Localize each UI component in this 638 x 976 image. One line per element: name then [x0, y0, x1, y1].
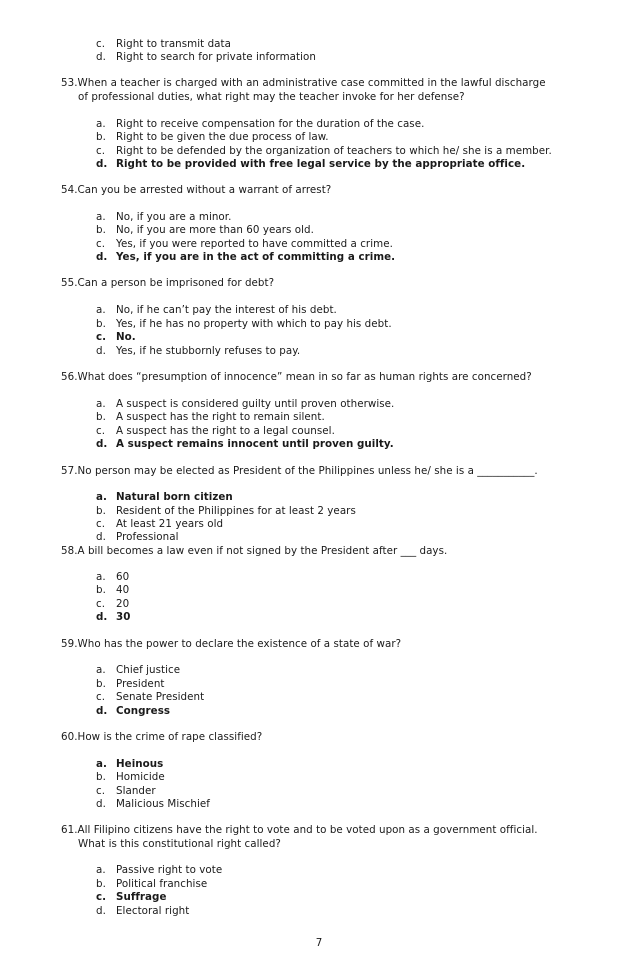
option-text: Suffrage — [116, 891, 167, 903]
answer-option — [96, 411, 325, 424]
option-text: Heinous — [116, 758, 164, 770]
question-stem — [61, 638, 401, 651]
option-letter: b. — [96, 678, 106, 690]
answer-option — [96, 211, 231, 224]
answer-option — [96, 664, 180, 677]
option-text: No. — [116, 331, 136, 343]
option-letter: d. — [96, 251, 108, 263]
option-text: A suspect is considered guilty until proven otherwise. — [116, 398, 395, 410]
correct-answer-option — [96, 438, 394, 451]
answer-option — [96, 878, 207, 891]
option-letter: d. — [96, 905, 106, 917]
question-stem — [61, 545, 447, 558]
option-letter: c. — [96, 145, 106, 157]
option-text: Yes, if you are in the act of committing a crime. — [116, 251, 396, 263]
question-number: 60. — [61, 731, 78, 743]
option-letter: d. — [96, 611, 108, 623]
answer-option — [96, 864, 222, 877]
option-letter: c. — [96, 331, 107, 343]
answer-option — [96, 771, 165, 784]
answer-option — [96, 505, 356, 518]
option-text: President — [116, 678, 165, 690]
answer-option — [96, 584, 129, 597]
page-number: 7 — [315, 937, 323, 949]
option-letter: c. — [96, 425, 106, 437]
option-text: 60 — [116, 571, 130, 583]
option-letter: b. — [96, 771, 106, 783]
answer-option — [96, 798, 210, 811]
option-text: Yes, if he stubbornly refuses to pay. — [116, 345, 301, 357]
option-text: Right to transmit data — [116, 38, 231, 50]
correct-answer-option — [96, 758, 163, 771]
option-letter: c. — [96, 785, 106, 797]
correct-answer-option — [96, 331, 136, 344]
option-letter: d. — [96, 51, 106, 63]
question-text: What does “presumption of innocence” mean in so far as human rights are concerned? — [77, 371, 532, 383]
option-text: No, if you are a minor. — [116, 211, 232, 223]
option-text: Slander — [116, 785, 156, 797]
option-letter: d. — [96, 705, 108, 717]
correct-answer-option — [96, 158, 525, 171]
answer-option — [96, 518, 223, 531]
option-letter: c. — [96, 691, 106, 703]
option-text: Yes, if he has no property with which to pay his debt. — [116, 318, 392, 330]
question-text: Can a person be imprisoned for debt? — [77, 277, 275, 289]
option-text: No, if you are more than 60 years old. — [116, 224, 314, 236]
option-letter: c. — [96, 598, 106, 610]
question-number: 55. — [61, 277, 78, 289]
option-text: 40 — [116, 584, 130, 596]
option-letter: b. — [96, 505, 106, 517]
option-letter: c. — [96, 238, 106, 250]
option-letter: d. — [96, 345, 106, 357]
question-text: A bill becomes a law even if not signed by the President after ___ days. — [77, 545, 448, 557]
correct-answer-option — [96, 891, 167, 904]
option-letter: d. — [96, 158, 108, 170]
option-text: Yes, if you were reported to have committed a crime. — [116, 238, 393, 250]
answer-option — [96, 345, 300, 358]
question-number: 56. — [61, 371, 78, 383]
option-text: Malicious Mischief — [116, 798, 210, 810]
option-letter: c. — [96, 38, 106, 50]
option-text: Homicide — [116, 771, 165, 783]
answer-option — [96, 131, 329, 144]
question-stem — [61, 77, 546, 90]
question-text: When a teacher is charged with an administrative case committed in the lawful discharge — [77, 77, 546, 89]
question-stem — [61, 371, 532, 384]
answer-option — [96, 318, 392, 331]
answer-option — [96, 691, 204, 704]
option-letter: d. — [96, 438, 108, 450]
option-text: Right to search for private information — [116, 51, 316, 63]
option-text: Resident of the Philippines for at least 2 years — [116, 505, 356, 517]
answer-option — [96, 425, 335, 438]
answer-option — [96, 531, 178, 544]
option-text: A suspect remains innocent until proven guilty. — [116, 438, 394, 450]
correct-answer-option — [96, 705, 170, 718]
option-letter: d. — [96, 531, 106, 543]
option-letter: a. — [96, 118, 106, 130]
question-text: Who has the power to declare the existence of a state of war? — [77, 638, 402, 650]
answer-option — [96, 785, 156, 798]
option-letter: a. — [96, 211, 106, 223]
question-number: 53. — [61, 77, 78, 89]
option-text: Electoral right — [116, 905, 190, 917]
option-letter: b. — [96, 131, 106, 143]
answer-option — [96, 51, 316, 64]
answer-option — [96, 224, 314, 237]
answer-option — [96, 118, 424, 131]
answer-option — [96, 905, 189, 918]
correct-answer-option — [96, 251, 395, 264]
option-text: Congress — [116, 705, 171, 717]
question-number: 57. — [61, 465, 78, 477]
option-letter: a. — [96, 664, 106, 676]
option-text: Passive right to vote — [116, 864, 223, 876]
option-letter: a. — [96, 491, 107, 503]
option-letter: c. — [96, 891, 107, 903]
option-text: 30 — [116, 611, 131, 623]
question-stem — [61, 731, 262, 744]
option-letter: d. — [96, 798, 106, 810]
question-stem — [61, 824, 538, 837]
question-number: 59. — [61, 638, 78, 650]
option-text: 20 — [116, 598, 130, 610]
question-stem — [61, 465, 538, 478]
answer-option — [96, 304, 337, 317]
option-letter: b. — [96, 318, 106, 330]
question-text-continuation: What is this constitutional right called? — [78, 838, 281, 850]
correct-answer-option — [96, 491, 233, 504]
option-letter: a. — [96, 304, 106, 316]
question-text: All Filipino citizens have the right to vote and to be voted upon as a government official. — [77, 824, 538, 836]
answer-option — [96, 398, 394, 411]
option-text: Right to be defended by the organization of teachers to which he/ she is a member. — [116, 145, 552, 157]
option-text: A suspect has the right to remain silent. — [116, 411, 325, 423]
answer-option — [96, 598, 129, 611]
answer-option — [96, 238, 393, 251]
question-number: 54. — [61, 184, 78, 196]
question-number: 61. — [61, 824, 78, 836]
option-text: Right to receive compensation for the duration of the case. — [116, 118, 425, 130]
option-letter: a. — [96, 571, 106, 583]
option-letter: b. — [96, 878, 106, 890]
option-text: Right to be given the due process of law. — [116, 131, 329, 143]
correct-answer-option — [96, 611, 130, 624]
option-letter: b. — [96, 584, 106, 596]
option-letter: b. — [96, 224, 106, 236]
answer-option — [96, 38, 231, 51]
option-text: Professional — [116, 531, 179, 543]
question-text-continuation: of professional duties, what right may the teacher invoke for her defense? — [78, 91, 465, 103]
option-letter: a. — [96, 758, 107, 770]
option-text: Political franchise — [116, 878, 208, 890]
option-text: No, if he can’t pay the interest of his debt. — [116, 304, 337, 316]
option-letter: a. — [96, 864, 106, 876]
option-text: A suspect has the right to a legal counsel. — [116, 425, 335, 437]
question-text: How is the crime of rape classified? — [77, 731, 263, 743]
answer-option — [96, 678, 164, 691]
question-text: No person may be elected as President of the Philippines unless he/ she is a ___________. — [77, 465, 538, 477]
question-stem — [61, 184, 331, 197]
question-number: 58. — [61, 545, 78, 557]
question-text: Can you be arrested without a warrant of arrest? — [77, 184, 332, 196]
answer-option — [96, 145, 552, 158]
option-letter: c. — [96, 518, 106, 530]
option-text: Chief justice — [116, 664, 181, 676]
question-stem — [61, 277, 274, 290]
option-text: At least 21 years old — [116, 518, 224, 530]
option-text: Senate President — [116, 691, 205, 703]
answer-option — [96, 571, 129, 584]
option-text: Natural born citizen — [116, 491, 233, 503]
option-text: Right to be provided with free legal service by the appropriate office. — [116, 158, 526, 170]
option-letter: a. — [96, 398, 106, 410]
option-letter: b. — [96, 411, 106, 423]
